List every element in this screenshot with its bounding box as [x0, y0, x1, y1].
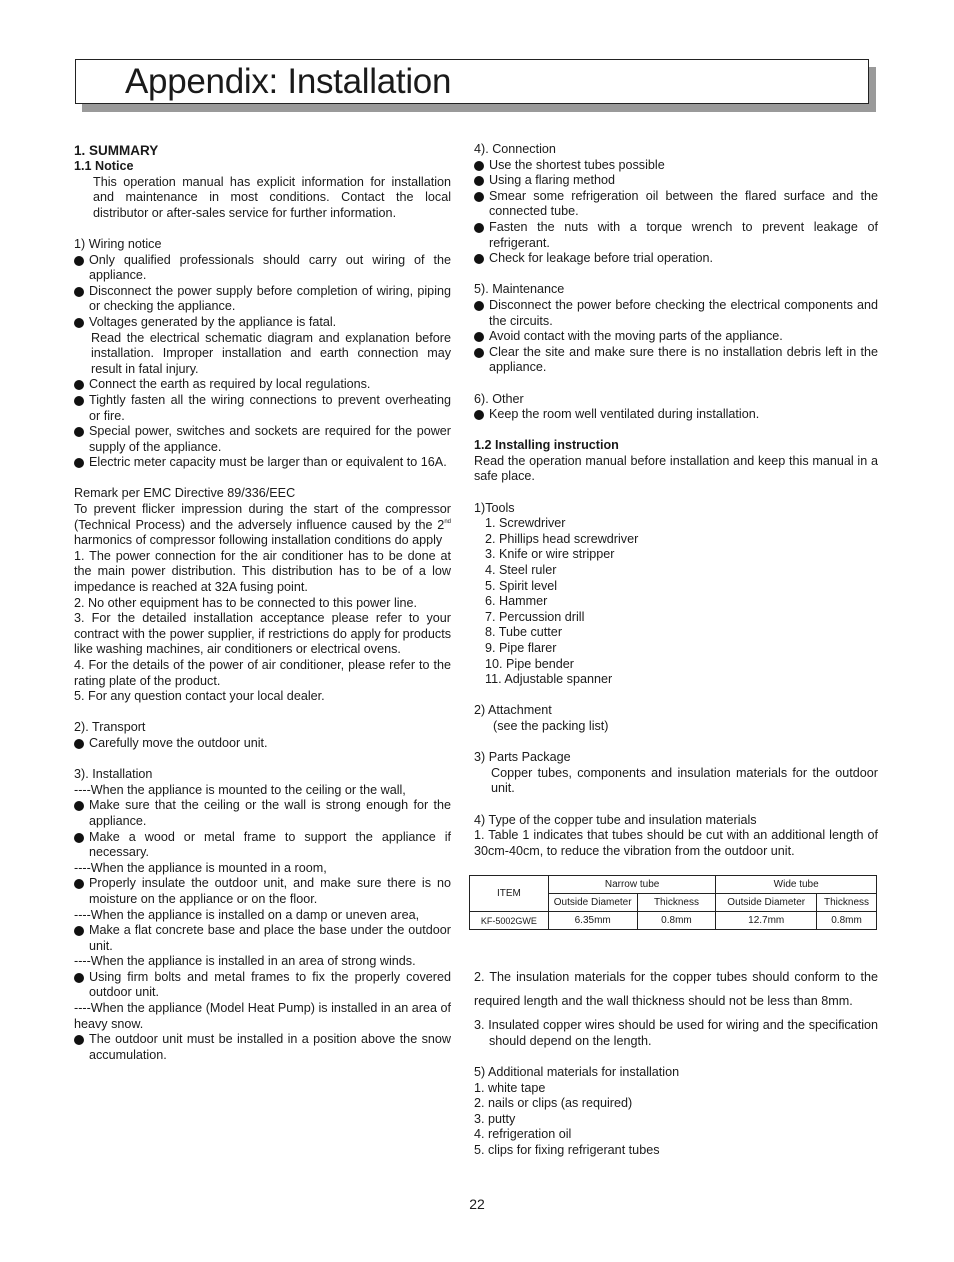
transport-heading: 2). Transport — [74, 720, 146, 735]
table-cell: 0.8mm — [817, 912, 877, 930]
copper-text: 1. Table 1 indicates that tubes should be cut with an additional length of 30cm-40cm, to reduce the vibration from the outdoor unit. — [474, 828, 878, 858]
bullet-icon — [74, 879, 84, 889]
maintenance-heading: 5). Maintenance — [474, 282, 565, 297]
right-column — [474, 142, 878, 1159]
installation-condition: ----When the appliance (Model Heat Pump) is installed in an area of heavy snow. — [74, 1001, 451, 1031]
installing-heading: 1.2 Installing instruction — [474, 438, 619, 453]
summary-heading: 1. SUMMARY — [74, 143, 159, 158]
list-item: Using firm bolts and metal frames to fix the properly covered outdoor unit. — [74, 970, 451, 1001]
list-item: Avoid contact with the moving parts of the appliance. — [474, 329, 878, 345]
list-item: Special power, switches and sockets are required for the power supply of the appliance. — [74, 424, 451, 455]
table-cell: 0.8mm — [637, 912, 716, 930]
installation-condition: ----When the appliance is mounted to the ceiling or the wall, — [74, 782, 406, 797]
table-header-wide: Wide tube — [716, 876, 877, 894]
table-subheader-cell: Outside Diameter — [548, 894, 637, 912]
table-subheader-cell: Thickness — [817, 894, 877, 912]
emc-item: 3. For the detailed installation acceptance please refer to your contract with the power supplier, if restrictions do apply for products like washing machines, air conditioners or electrical ovens. — [74, 611, 451, 657]
table-header-item: ITEM — [470, 876, 549, 912]
bullet-icon — [74, 380, 84, 390]
title-box — [75, 59, 869, 104]
bullet-icon — [74, 926, 84, 936]
connection-heading: 4). Connection — [474, 142, 556, 156]
bullet-icon — [74, 396, 84, 406]
bullet-icon — [74, 1035, 84, 1045]
bullet-icon — [74, 318, 84, 328]
emc-heading: Remark per EMC Directive 89/336/EEC — [74, 486, 296, 501]
tool-item: 9. Pipe flarer — [485, 641, 557, 655]
list-item: Keep the room well ventilated during installation. — [474, 407, 878, 423]
additional-item: 1. white tape — [474, 1080, 546, 1095]
tools-heading: 1)Tools — [474, 500, 515, 515]
table-cell: 12.7mm — [716, 912, 817, 930]
notice-text: This operation manual has explicit information for installation and maintenance in most conditions. Contact the local distributor or after-sales service for further information. — [93, 174, 451, 220]
bullet-icon — [474, 348, 484, 358]
emc-paragraph: To prevent flicker impression during the start of the compressor (Technical Process) and the adversely influence caused by the 2nd harmonics of compressor following installation conditions do apply — [74, 502, 451, 548]
installation-heading: 3). Installation — [74, 767, 153, 782]
list-item: Using a flaring method — [474, 173, 878, 189]
tool-item: 10. Pipe bender — [485, 656, 574, 671]
wiring-heading: 1) Wiring notice — [74, 236, 162, 251]
tool-item: 5. Spirit level — [485, 578, 558, 593]
table-row — [470, 912, 877, 930]
tool-item: 7. Percussion drill — [485, 609, 585, 624]
bullet-icon — [474, 301, 484, 311]
additional-item: 2. nails or clips (as required) — [474, 1096, 633, 1111]
page-title: Appendix: Installation — [125, 62, 452, 101]
list-item: Connect the earth as required by local regulations. — [74, 377, 451, 393]
list-item: Smear some refrigeration oil between the flared surface and the connected tube. — [474, 189, 878, 220]
other-heading: 6). Other — [474, 391, 524, 406]
list-item: Clear the site and make sure there is no installation debris left in the appliance. — [474, 345, 878, 376]
bullet-icon — [74, 973, 84, 983]
tube-table — [469, 875, 877, 930]
additional-item: 4. refrigeration oil — [474, 1127, 572, 1142]
bullet-icon — [474, 410, 484, 420]
table-cell: KF-5002GWE — [470, 912, 549, 930]
tool-item: 6. Hammer — [485, 594, 548, 609]
list-item: Tightly fasten all the wiring connections to prevent overheating or fire. — [74, 393, 451, 424]
tool-item: 11. Adjustable spanner — [485, 672, 613, 687]
bullet-icon — [474, 176, 484, 186]
list-item: Make a wood or metal frame to support the appliance if necessary. — [74, 830, 451, 861]
bullet-icon — [474, 332, 484, 342]
list-item: Use the shortest tubes possible — [474, 158, 878, 174]
list-item: Electric meter capacity must be larger than or equivalent to 16A. — [74, 455, 451, 471]
additional-item: 3. putty — [474, 1111, 516, 1126]
list-item: Make a flat concrete base and place the base under the outdoor unit. — [74, 923, 451, 954]
table-header-row — [470, 876, 877, 894]
emc-item: 5. For any question contact your local dealer. — [74, 689, 325, 704]
bullet-icon — [74, 458, 84, 468]
attachment-heading: 2) Attachment — [474, 703, 552, 718]
bullet-icon — [74, 801, 84, 811]
table-cell: 6.35mm — [548, 912, 637, 930]
emc-item: 1. The power connection for the air conditioner has to be done at the main power distribution. This distribution has to be of a low impedance is reached at 32A fusing point. — [74, 548, 451, 595]
bullet-icon — [74, 739, 84, 749]
installation-condition: ----When the appliance is installed on a damp or uneven area, — [74, 907, 420, 922]
list-item: Voltages generated by the appliance is fatal. — [74, 315, 451, 331]
emc-item: 4. For the details of the power of air conditioner, please refer to the rating plate of the product. — [74, 658, 451, 688]
installation-condition: ----When the appliance is mounted in a room, — [74, 860, 327, 875]
tool-item: 1. Screwdriver — [485, 516, 566, 531]
bullet-icon — [74, 427, 84, 437]
list-item: Disconnect the power before checking the electrical components and the circuits. — [474, 298, 878, 329]
bullet-icon — [474, 223, 484, 233]
table-subheader-cell: Outside Diameter — [716, 894, 817, 912]
notice-heading: 1.1 Notice — [74, 159, 134, 173]
wires-text: 3. Insulated copper wires should be used for wiring and the specification should depend on the length. — [474, 1018, 878, 1048]
bullet-icon — [474, 161, 484, 171]
bullet-icon — [74, 256, 84, 266]
installing-text: Read the operation manual before installation and keep this manual in a safe place. — [474, 453, 878, 484]
wiring-note: Read the electrical schematic diagram and explanation before installation. Improper installation and earth connection may result in fatal injury. — [91, 330, 451, 376]
bullet-icon — [474, 254, 484, 264]
left-column — [74, 143, 451, 1063]
tool-item: 2. Phillips head screwdriver — [485, 531, 639, 546]
additional-heading: 5) Additional materials for installation — [474, 1065, 680, 1080]
copper-heading: 4) Type of the copper tube and insulation materials — [474, 812, 757, 827]
bullet-icon — [474, 192, 484, 202]
installation-condition: ----When the appliance is installed in an area of strong winds. — [74, 954, 416, 969]
list-item: Properly insulate the outdoor unit, and make sure there is no moisture on the appliance or on the floor. — [74, 876, 451, 907]
list-item: Carefully move the outdoor unit. — [74, 736, 451, 752]
list-item: The outdoor unit must be installed in a position above the snow accumulation. — [74, 1032, 451, 1063]
parts-text: Copper tubes, components and insulation materials for the outdoor unit. — [491, 765, 878, 796]
insulation-text: 2. The insulation materials for the copper tubes should conform to the required length and the wall thickness should not be less than 8mm. — [474, 970, 878, 1008]
list-item: Fasten the nuts with a torque wrench to prevent leakage of refrigerant. — [474, 220, 878, 251]
list-item: Make sure that the ceiling or the wall is strong enough for the appliance. — [74, 798, 451, 829]
emc-item: 2. No other equipment has to be connected to this power line. — [74, 595, 418, 610]
tool-item: 3. Knife or wire stripper — [485, 547, 615, 562]
bullet-icon — [74, 833, 84, 843]
bullet-icon — [74, 287, 84, 297]
list-item: Disconnect the power supply before completion of wiring, piping or checking the appliance. — [74, 284, 451, 315]
additional-item: 5. clips for fixing refrigerant tubes — [474, 1143, 660, 1158]
list-item: Only qualified professionals should carry out wiring of the appliance. — [74, 253, 451, 284]
attachment-text: (see the packing list) — [493, 718, 609, 733]
table-header-narrow: Narrow tube — [548, 876, 716, 894]
tool-item: 8. Tube cutter — [485, 625, 563, 640]
parts-heading: 3) Parts Package — [474, 750, 571, 765]
tool-item: 4. Steel ruler — [485, 563, 557, 578]
page-number: 22 — [469, 1196, 485, 1212]
table-subheader-cell: Thickness — [637, 894, 716, 912]
list-item: Check for leakage before trial operation. — [474, 251, 878, 267]
